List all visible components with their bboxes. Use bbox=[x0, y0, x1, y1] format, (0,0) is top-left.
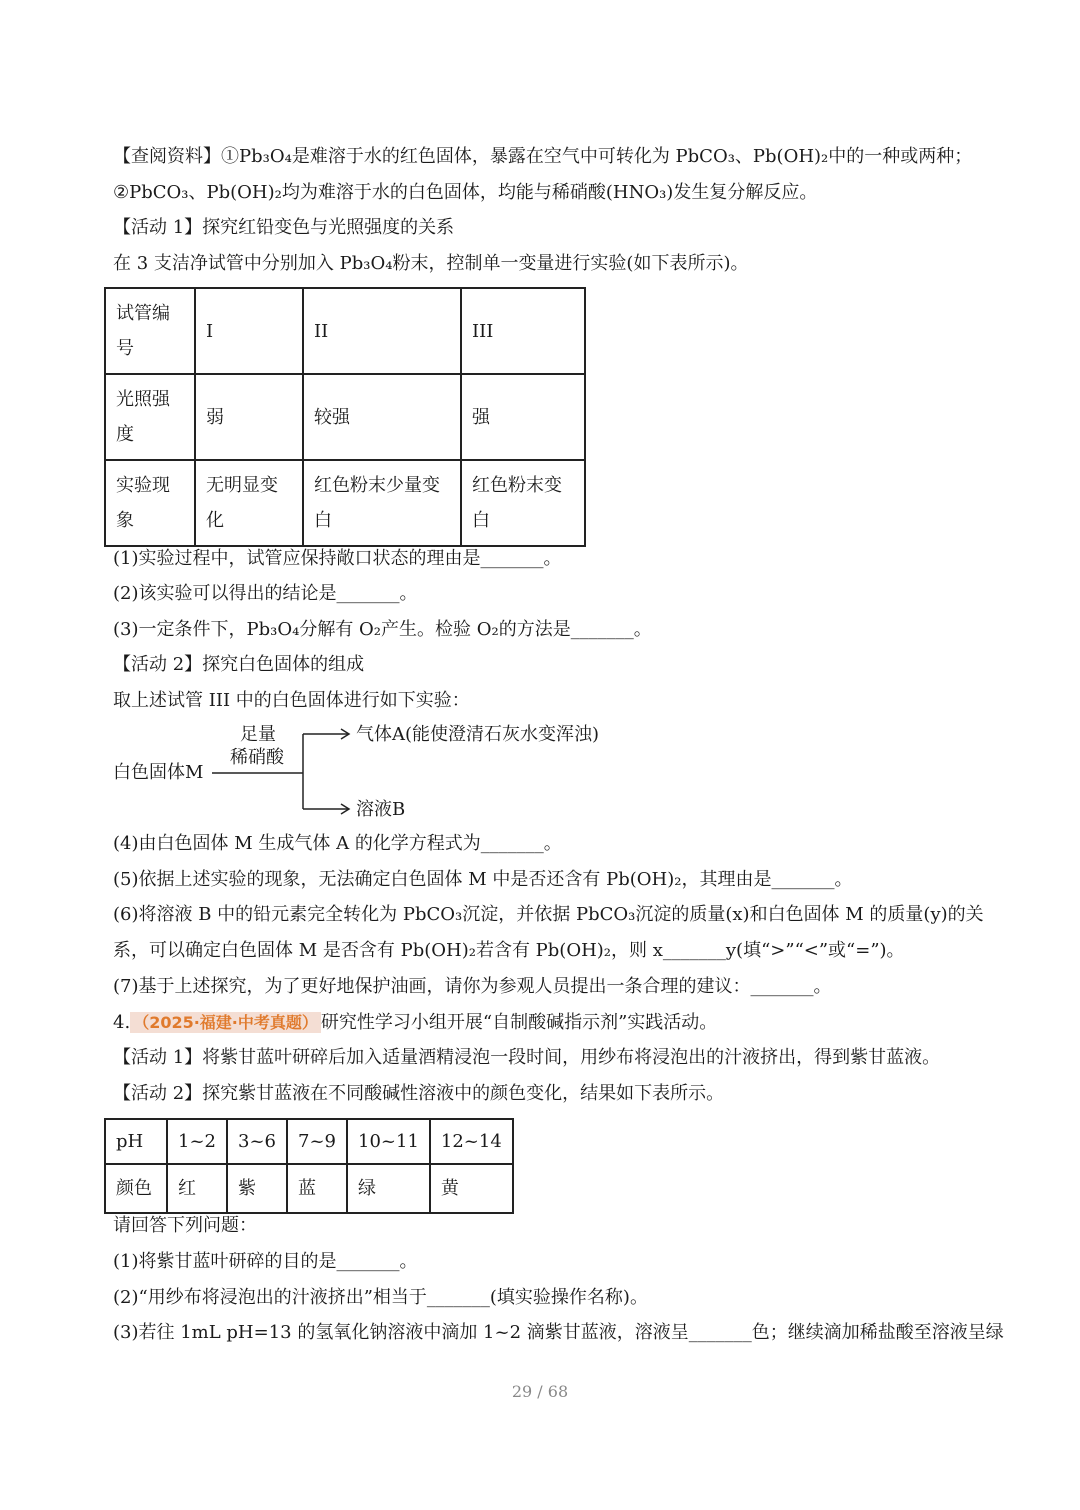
table-cell: 黄 bbox=[430, 1164, 513, 1213]
question-7: (7)基于上述探究，为了更好地保护油画，请你为参观人员提出一条合理的建议：_______。 bbox=[113, 976, 832, 997]
table-cell: 试管编号 bbox=[105, 288, 195, 374]
table-cell: 7~9 bbox=[287, 1119, 347, 1164]
table-cell: 1~2 bbox=[167, 1119, 227, 1164]
table-cell: 红色粉末变白 bbox=[461, 460, 585, 546]
question-2: (2)“用纱布将浸泡出的汁液挤出”相当于_______(填实验操作名称)。 bbox=[113, 1287, 648, 1308]
table-cell: 绿 bbox=[347, 1164, 430, 1213]
section-heading: 【活动 2】探究白色固体的组成 bbox=[113, 654, 365, 675]
table-cell: 实验现象 bbox=[105, 460, 195, 546]
table-cell: 3~6 bbox=[227, 1119, 287, 1164]
table-cell: II bbox=[303, 288, 461, 374]
question-intro: 研究性学习小组开展“自制酸碱指示剂”实践活动。 bbox=[320, 1012, 718, 1033]
text-line: ②PbCO₃、Pb(OH)₂均为难溶于水的白色固体，均能与稀硝酸(HNO₃)发生复分解反应。 bbox=[113, 182, 818, 203]
table-cell: 10~11 bbox=[347, 1119, 430, 1164]
table-cell: 弱 bbox=[195, 374, 303, 460]
text-line: 取上述试管 III 中的白色固体进行如下实验： bbox=[113, 690, 470, 711]
question-1: (1)实验过程中，试管应保持敞口状态的理由是_______。 bbox=[113, 548, 562, 569]
question-3: (3)若往 1mL pH=13 的氢氧化钠溶液中滴加 1~2 滴紫甘蓝液，溶液呈_______色；继续滴加稀盐酸至溶液呈绿 bbox=[113, 1322, 1004, 1343]
table-cell: 蓝 bbox=[287, 1164, 347, 1213]
text-line: 请回答下列问题： bbox=[113, 1215, 257, 1236]
table-cell: 无明显变化 bbox=[195, 460, 303, 546]
table-cell: pH bbox=[105, 1119, 167, 1164]
text-line: 【活动 2】探究紫甘蓝液在不同酸碱性溶液中的颜色变化，结果如下表所示。 bbox=[113, 1083, 725, 1104]
table-cell: 颜色 bbox=[105, 1164, 167, 1213]
table-cell: 红色粉末少量变白 bbox=[303, 460, 461, 546]
question-3: (3)一定条件下，Pb₃O₄分解有 O₂产生。检验 O₂的方法是_______。 bbox=[113, 619, 652, 640]
text-line: 【活动 1】探究红铅变色与光照强度的关系 bbox=[113, 217, 455, 238]
table-cell: 红 bbox=[167, 1164, 227, 1213]
question-4: (4)由白色固体 M 生成气体 A 的化学方程式为_______。 bbox=[113, 833, 562, 854]
text-line: 【活动 1】将紫甘蓝叶研碎后加入适量酒精浸泡一段时间，用纱布将浸泡出的汁液挤出，得到紫甘蓝液。 bbox=[113, 1047, 941, 1068]
table-cell: I bbox=[195, 288, 303, 374]
question-number: 4. bbox=[113, 1012, 131, 1033]
page-number: 29 / 68 bbox=[511, 1382, 569, 1401]
ph-color-table bbox=[104, 1118, 514, 1214]
table-cell: 较强 bbox=[303, 374, 461, 460]
text-line: 在 3 支洁净试管中分别加入 Pb₃O₄粉末，控制单一变量进行实验(如下表所示)。 bbox=[113, 253, 749, 274]
source-tag: （2025·福建·中考真题） bbox=[130, 1012, 321, 1033]
table-cell: 强 bbox=[461, 374, 585, 460]
diagram-product-b: 溶液B bbox=[356, 799, 406, 820]
table-cell: 光照强度 bbox=[105, 374, 195, 460]
diagram-start-label: 白色固体M bbox=[113, 762, 204, 783]
diagram-reagent-top: 足量 bbox=[240, 724, 276, 745]
table-cell: III bbox=[461, 288, 585, 374]
question-5: (5)依据上述实验的现象，无法确定白色固体 M 中是否还含有 Pb(OH)₂，其理由是_______。 bbox=[113, 869, 853, 890]
question-6: (6)将溶液 B 中的铅元素完全转化为 PbCO₃沉淀，并依据 PbCO₃沉淀的质量(x)和白色固体 M 的质量(y)的关 bbox=[113, 904, 984, 925]
table-cell: 紫 bbox=[227, 1164, 287, 1213]
diagram-reagent-bottom: 稀硝酸 bbox=[230, 747, 284, 768]
question-1: (1)将紫甘蓝叶研碎的目的是_______。 bbox=[113, 1251, 418, 1272]
table-cell: 12~14 bbox=[430, 1119, 513, 1164]
question-4-header bbox=[113, 1010, 717, 1036]
text-line: 【查阅资料】①Pb₃O₄是难溶于水的红色固体，暴露在空气中可转化为 PbCO₃、Pb(OH)₂中的一种或两种； bbox=[113, 146, 973, 167]
question-6-cont: 系，可以确定白色固体 M 是否含有 Pb(OH)₂若含有 Pb(OH)₂，则 x_______y(填“>”“<”或“=”)。 bbox=[113, 940, 905, 961]
diagram-product-a: 气体A(能使澄清石灰水变浑浊) bbox=[356, 724, 600, 745]
question-2: (2)该实验可以得出的结论是_______。 bbox=[113, 583, 418, 604]
